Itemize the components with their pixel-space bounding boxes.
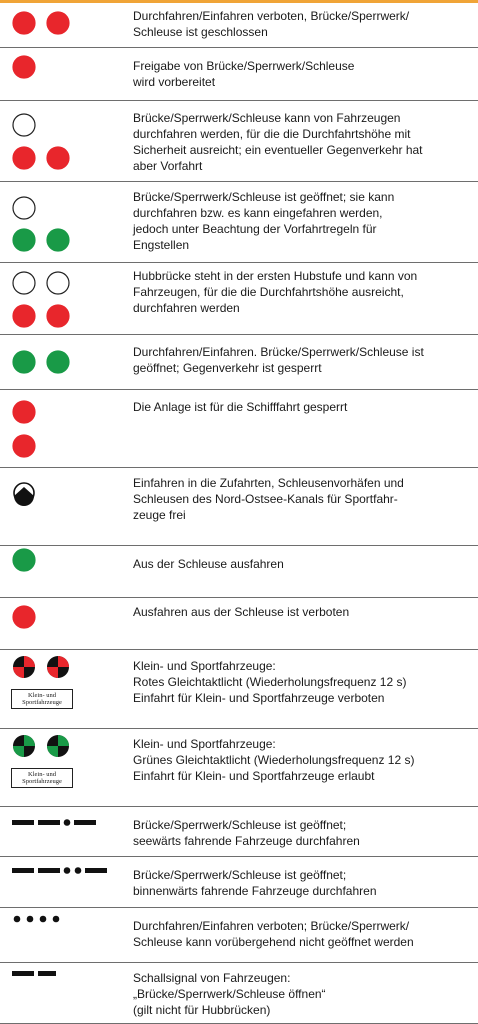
signal-graphic <box>0 335 125 390</box>
signal-row <box>0 3 478 48</box>
signal-row <box>0 963 478 1024</box>
short-blast <box>75 867 82 874</box>
long-blast <box>12 868 34 873</box>
red-light <box>13 305 35 327</box>
white-light <box>13 197 35 219</box>
signal-graphic <box>0 468 125 546</box>
green-light <box>13 351 35 373</box>
signal-meaning: Durchfahren/Einfahren verboten, Brücke/Sperrwerk/ Schleuse ist geschlossen <box>133 9 410 39</box>
long-blast <box>74 820 96 825</box>
signal-meaning: Durchfahren/Einfahren. Brücke/Sperrwerk/Schleuse ist geöffnet; Gegenverkehr ist gesperrt <box>133 345 424 375</box>
white-light <box>13 114 35 136</box>
signal-symbol <box>0 650 125 728</box>
green-isophase-light <box>47 735 69 757</box>
half-black-light <box>14 483 34 506</box>
signal-graphic <box>0 3 125 48</box>
red-isophase-light <box>13 656 35 678</box>
long-blast <box>38 820 60 825</box>
signal-symbol <box>0 182 125 262</box>
green-light <box>47 229 69 251</box>
signal-meaning: Hubbrücke steht in der ersten Hubstufe und kann von Fahrzeugen, für die die Durchfahrtshöhe ausreicht, durchfahren werden <box>133 269 418 315</box>
signal-row <box>0 390 478 468</box>
short-blast <box>64 819 71 826</box>
signal-meaning: Brücke/Sperrwerk/Schleuse ist geöffnet; binnenwärts fahrende Fahrzeuge durchfahren <box>133 868 377 898</box>
signal-meaning: Ausfahren aus der Schleuse ist verboten <box>133 605 350 619</box>
signal-meaning: Die Anlage ist für die Schifffahrt gesperrt <box>133 400 348 414</box>
signal-meaning: Schallsignal von Fahrzeugen: „Brücke/Sperrwerk/Schleuse öffnen“ (gilt nicht für Hubbrücken) <box>133 971 326 1017</box>
red-light <box>47 147 69 169</box>
signal-row <box>0 546 478 598</box>
signal-symbol <box>0 101 125 181</box>
signal-row <box>0 807 478 857</box>
signal-symbol <box>0 3 125 47</box>
signal-row <box>0 101 478 182</box>
short-blast <box>14 916 21 923</box>
signal-graphic <box>0 807 125 857</box>
signal-graphic <box>0 857 125 908</box>
signal-symbol <box>0 963 125 1023</box>
red-isophase-light <box>47 656 69 678</box>
signal-row <box>0 335 478 390</box>
short-blast <box>27 916 34 923</box>
signal-symbol <box>0 546 125 597</box>
green-light <box>13 229 35 251</box>
signal-symbol <box>0 598 125 649</box>
signal-row <box>0 729 478 807</box>
signal-meaning: Klein- und Sportfahrzeuge: Rotes Gleichtaktlicht (Wiederholungsfrequenz 12 s) Einfahrt für Klein- und Sportfahrzeuge verboten <box>133 659 407 705</box>
signal-row <box>0 468 478 546</box>
red-light <box>13 56 35 78</box>
signal-graphic <box>0 101 125 182</box>
red-light <box>13 147 35 169</box>
red-light <box>13 606 35 628</box>
long-blast <box>12 971 34 976</box>
signal-meaning: Aus der Schleuse ausfahren <box>133 557 284 571</box>
signal-meaning: Freigabe von Brücke/Sperrwerk/Schleuse wird vorbereitet <box>133 59 355 89</box>
signal-row <box>0 908 478 963</box>
red-light <box>47 12 69 34</box>
signal-symbol <box>0 807 125 856</box>
signal-row <box>0 263 478 335</box>
signal-graphic <box>0 598 125 650</box>
signal-symbol <box>0 729 125 806</box>
green-light <box>13 549 35 571</box>
signal-row <box>0 182 478 263</box>
long-blast <box>85 868 107 873</box>
signal-symbol <box>0 263 125 334</box>
signal-row <box>0 48 478 101</box>
signal-row <box>0 650 478 729</box>
signal-graphic <box>0 263 125 335</box>
signal-graphic <box>0 182 125 263</box>
signal-meaning: Durchfahren/Einfahren verboten; Brücke/Sperrwerk/ Schleuse kann vorübergehend nicht geöffnet werden <box>133 919 414 949</box>
signal-symbol <box>0 48 125 100</box>
signal-meaning: Klein- und Sportfahrzeuge: Grünes Gleichtaktlicht (Wiederholungsfrequenz 12 s) Einfahrt für Klein- und Sportfahrzeuge erlaubt <box>133 737 415 783</box>
small-craft-sign: Klein- und Sportfahrzeuge <box>11 768 73 788</box>
signal-symbol <box>0 857 125 907</box>
signal-meaning: Brücke/Sperrwerk/Schleuse kann von Fahrzeugen durchfahren werden, für die die Durchfahrtshöhe mit Sicherheit ausreicht; ein eventueller Gegenverkehr hat aber Vorfahrt <box>133 111 423 173</box>
long-blast <box>38 971 56 976</box>
signal-symbol <box>0 908 125 962</box>
signal-graphic <box>0 546 125 598</box>
short-blast <box>64 867 71 874</box>
signal-graphic <box>0 390 125 468</box>
signal-symbol <box>0 335 125 389</box>
long-blast <box>12 820 34 825</box>
signal-meaning: Brücke/Sperrwerk/Schleuse ist geöffnet; seewärts fahrende Fahrzeuge durchfahren <box>133 818 360 848</box>
red-light <box>13 12 35 34</box>
signal-graphic <box>0 908 125 963</box>
signal-row <box>0 857 478 908</box>
long-blast <box>38 868 60 873</box>
white-light <box>13 272 35 294</box>
red-light <box>47 305 69 327</box>
red-light <box>13 435 35 457</box>
signal-symbol <box>0 390 125 467</box>
short-blast <box>40 916 47 923</box>
small-craft-sign: Klein- und Sportfahrzeuge <box>11 689 73 709</box>
signal-meaning: Einfahren in die Zufahrten, Schleusenvorhäfen und Schleusen des Nord-Ostsee-Kanals für Sportfahr- zeuge frei <box>133 476 404 522</box>
green-light <box>47 351 69 373</box>
signal-row <box>0 598 478 650</box>
red-light <box>13 401 35 423</box>
white-light <box>47 272 69 294</box>
signal-graphic <box>0 963 125 1024</box>
signal-graphic <box>0 48 125 101</box>
signal-symbol <box>0 468 125 545</box>
green-isophase-light <box>13 735 35 757</box>
signal-meaning: Brücke/Sperrwerk/Schleuse ist geöffnet; sie kann durchfahren bzw. es kann eingefahren werden, jedoch unter Beachtung der Vorfahrtregeln für Engstellen <box>133 190 395 252</box>
short-blast <box>53 916 60 923</box>
